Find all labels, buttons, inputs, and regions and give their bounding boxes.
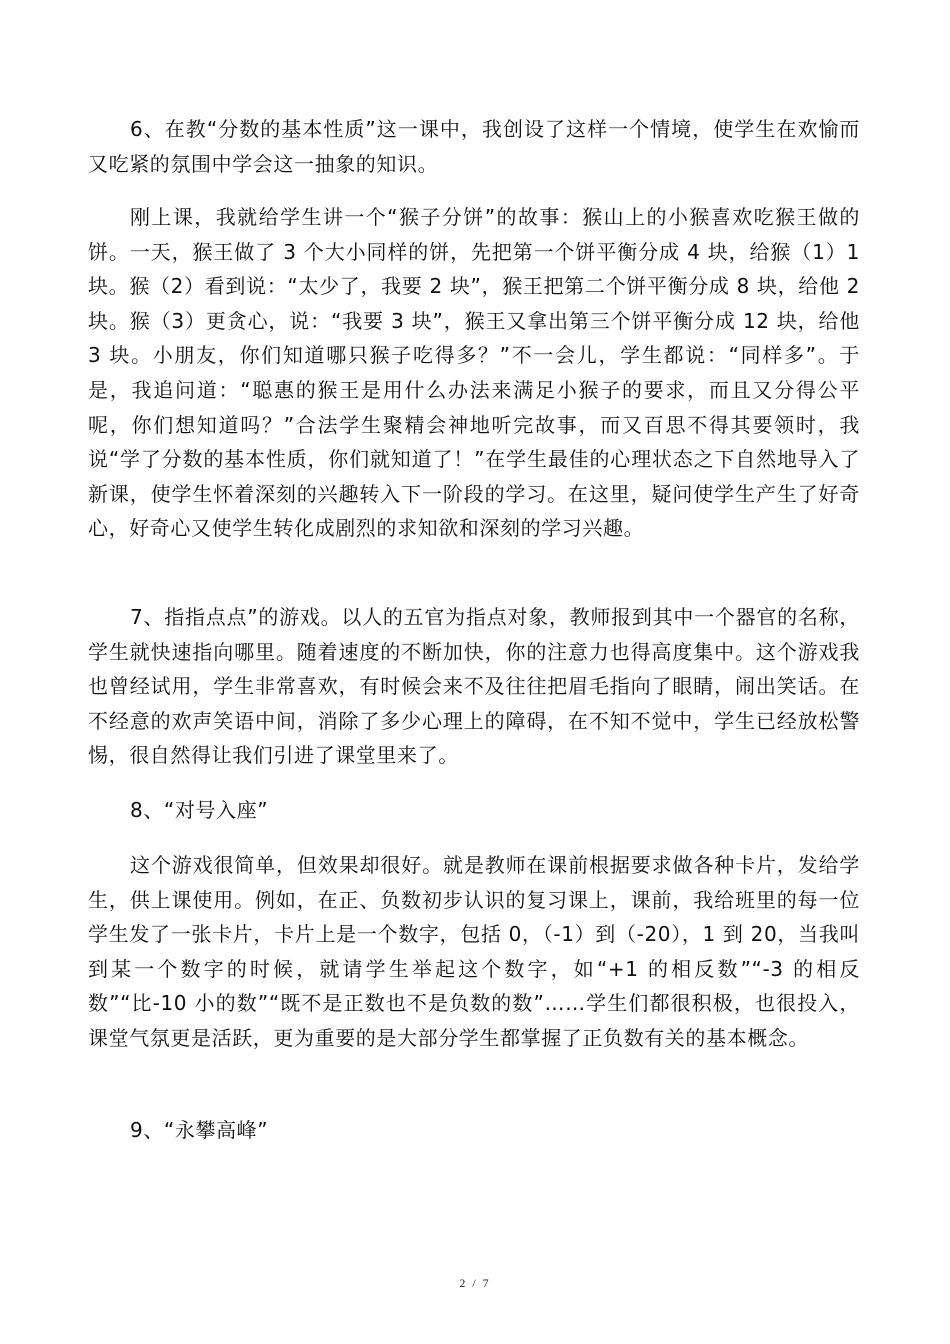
- heading-item-9: 9、“永攀高峰”: [130, 1118, 269, 1142]
- paragraph-item-6-intro: 6、在教“分数的基本性质”这一课中，我创设了这样一个情境，使学生在欢愉而又吃紧的氛围中学会这一抽象的知识。: [88, 117, 860, 176]
- paragraph-item-7-game: 7、指指点点”的游戏。以人的五官为指点对象，教师报到其中一个器官的名称，学生就快速指向哪里。随着速度的不断加快，你的注意力也得高度集中。这个游戏我也曾经试用，学生非常喜欢，有时候会来不及往往把眉毛指向了眼睛，闹出笑话。在不经意的欢声笑语中间，消除了多少心理上的障碍，在不知不觉中，学生已经放松警惕，很自然得让我们引进了课堂里来了。: [88, 605, 860, 768]
- paragraph-card-game: 这个游戏很简单，但效果却很好。就是教师在课前根据要求做各种卡片，发给学生，供上课使用。例如，在正、负数初步认识的复习课上，课前，我给班里的每一位学生发了一张卡片，卡片上是一个数字，包括 0，（-1）到（-20），1 到 20，当我叫到某一个数字的时候，就请学生举起这个数字，如“+1 的相反数”“-3 的相反数”“比-10 小的数”“既不是正数也不是负数的数”……学生们都很积极，也很投入，课堂气氛更是活跃，更为重要的是大部分学生都掌握了正负数有关的基本概念。: [88, 853, 860, 1050]
- heading-item-8: 8、“对号入座”: [130, 798, 269, 822]
- paragraph-monkey-story: 刚上课，我就给学生讲一个“猴子分饼”的故事：猴山上的小猴喜欢吃猴王做的饼。一天，猴王做了 3 个大小同样的饼，先把第一个饼平衡分成 4 块，给猴（1）1 块。猴（2）看到说：“太少了，我要 2 块”，猴王把第二个饼平衡分成 8 块，给他 2 块。猴（3）更贪心，说：“我要 3 块”，猴王又拿出第三个饼平衡分成 12 块，给他 3 块。小朋友，你们知道哪只猴子吃得多？”不一会儿，学生都说：“同样多”。于是，我追问道：“聪惠的猴王是用什么办法来满足小猴子的要求，而且又分得公平呢，你们想知道吗？”合法学生聚精会神地听完故事，而又百思不得其要领时，我说“学了分数的基本性质，你们就知道了！”在学生最佳的心理状态之下自然地导入了新课，使学生怀着深刻的兴趣转入下一阶段的学习。在这里，疑问使学生产生了好奇心，好奇心又使学生转化成剧烈的求知欲和深刻的学习兴趣。: [88, 205, 867, 541]
- page-number: 2 / 7: [459, 1276, 491, 1290]
